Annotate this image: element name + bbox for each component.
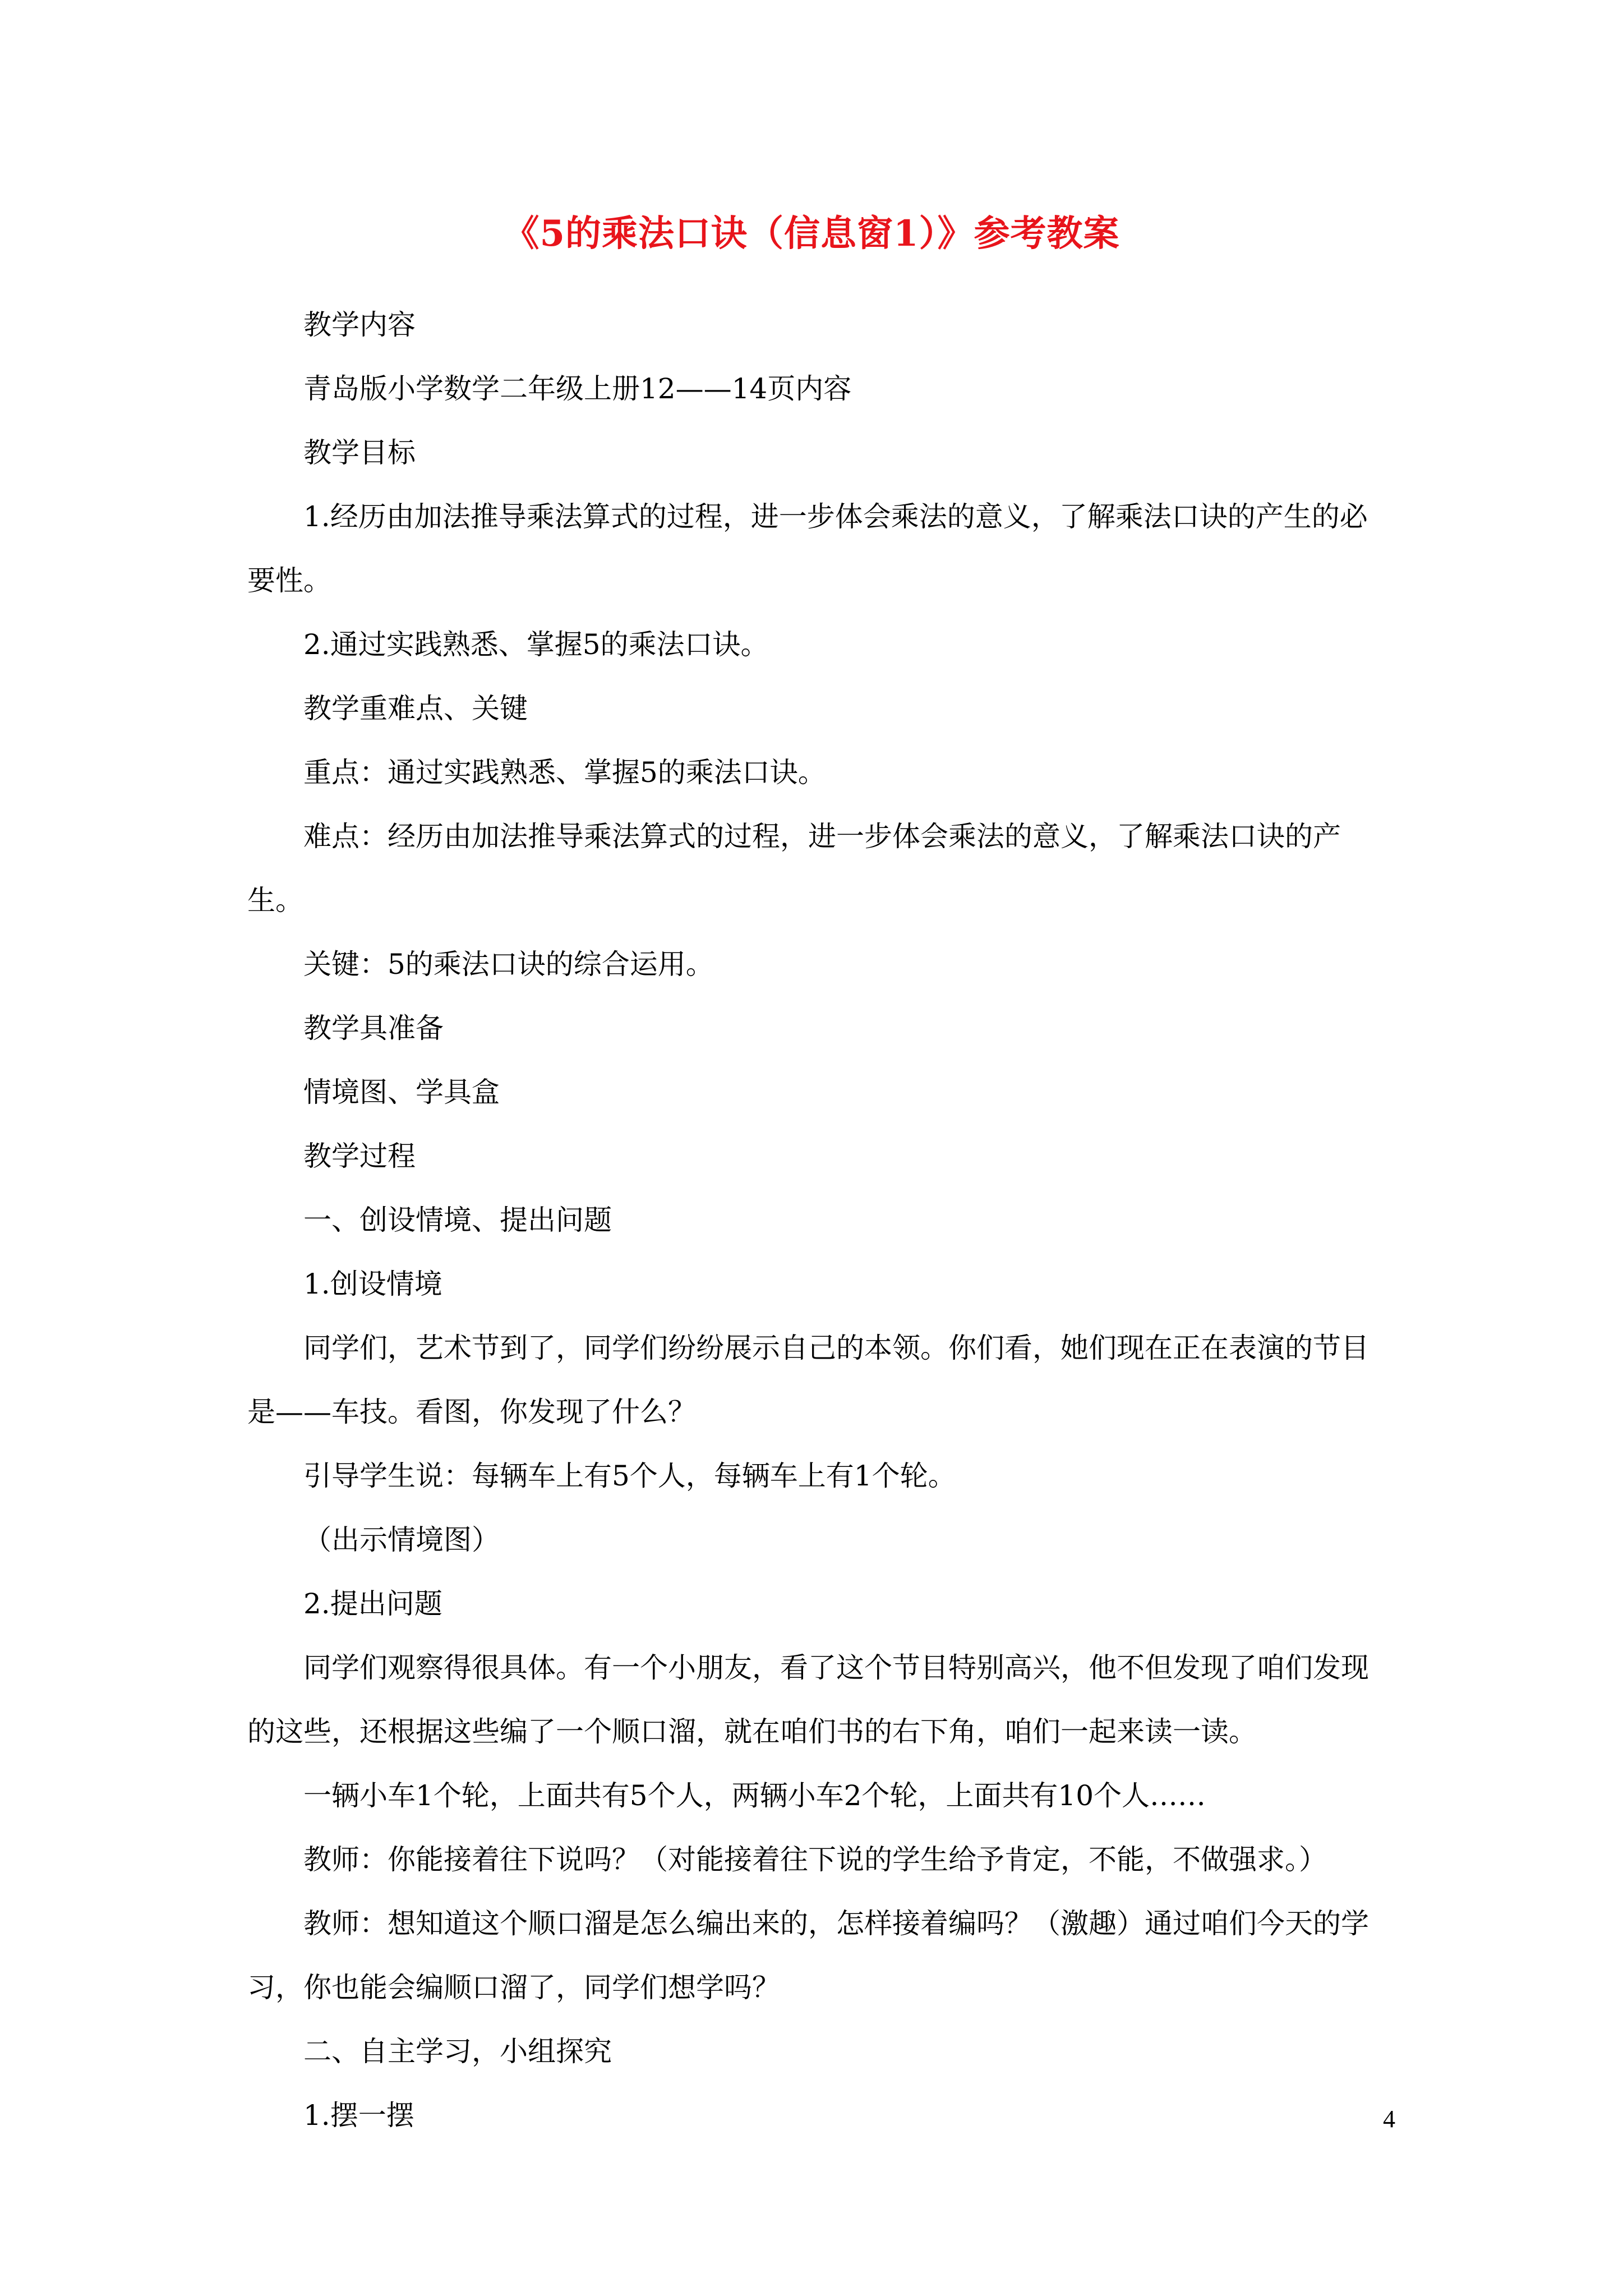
paragraph-rhyme: 一辆小车1个轮，上面共有5个人，两辆小车2个轮，上面共有10个人…… xyxy=(303,1779,1206,1812)
paragraph-teaching-content: 青岛版小学数学二年级上册12——14页内容 xyxy=(303,372,852,405)
paragraph-key-points-heading: 教学重难点、关键 xyxy=(303,692,528,725)
paragraph-section-1-heading: 一、创设情境、提出问题 xyxy=(303,1204,612,1236)
paragraph-guide: 引导学生说：每辆车上有5个人，每辆车上有1个轮。 xyxy=(303,1460,956,1492)
paragraph-teaching-content-heading: 教学内容 xyxy=(303,309,416,341)
paragraph-key: 关键：5的乘法口诀的综合运用。 xyxy=(303,948,714,981)
paragraph-section-2-heading: 二、自主学习，小组探究 xyxy=(303,2035,612,2068)
document-title: 《5的乘法口诀（信息窗1）》参考教案 xyxy=(503,213,1120,255)
paragraph-teacher-question-2: 教师：想知道这个顺口溜是怎么编出来的，怎样接着编吗？（激趣）通过咱们今天的学习，你也能会编顺口溜了，同学们想学吗？ xyxy=(247,1907,1369,2004)
paragraph-show-picture: （出示情境图） xyxy=(303,1524,500,1556)
page-number: 4 xyxy=(1383,2105,1395,2133)
paragraph-goal-1: 1.经历由加法推导乘法算式的过程，进一步体会乘法的意义，了解乘法口诀的产生的必要性。 xyxy=(247,500,1368,597)
paragraph-materials-heading: 教学具准备 xyxy=(303,1012,444,1045)
paragraph-teaching-goals-heading: 教学目标 xyxy=(303,436,416,469)
paragraph-observation: 同学们观察得很具体。有一个小朋友，看了这个节目特别高兴，他不但发现了咱们发现的这些，还根据这些编了一个顺口溜，就在咱们书的右下角，咱们一起来读一读。 xyxy=(247,1651,1369,1748)
paragraph-teacher-question-1: 教师：你能接着往下说吗？（对能接着往下说的学生给予肯定，不能，不做强求。） xyxy=(303,1843,1327,1876)
paragraph-focus: 重点：通过实践熟悉、掌握5的乘法口诀。 xyxy=(303,756,826,789)
paragraph-materials: 情境图、学具盒 xyxy=(303,1076,500,1108)
paragraph-step-arrange: 1.摆一摆 xyxy=(303,2099,414,2132)
document-body xyxy=(247,293,1395,2147)
paragraph-step-1-heading: 1.创设情境 xyxy=(303,1268,442,1300)
paragraph-step-2-heading: 2.提出问题 xyxy=(303,1588,442,1620)
paragraph-difficulty: 难点：经历由加法推导乘法算式的过程，进一步体会乘法的意义，了解乘法口诀的产生。 xyxy=(247,820,1341,917)
paragraph-scenario: 同学们，艺术节到了，同学们纷纷展示自己的本领。你们看，她们现在正在表演的节目是——车技。看图，你发现了什么？ xyxy=(247,1332,1369,1428)
paragraph-goal-2: 2.通过实践熟悉、掌握5的乘法口诀。 xyxy=(303,628,769,661)
paragraph-process-heading: 教学过程 xyxy=(303,1140,416,1172)
